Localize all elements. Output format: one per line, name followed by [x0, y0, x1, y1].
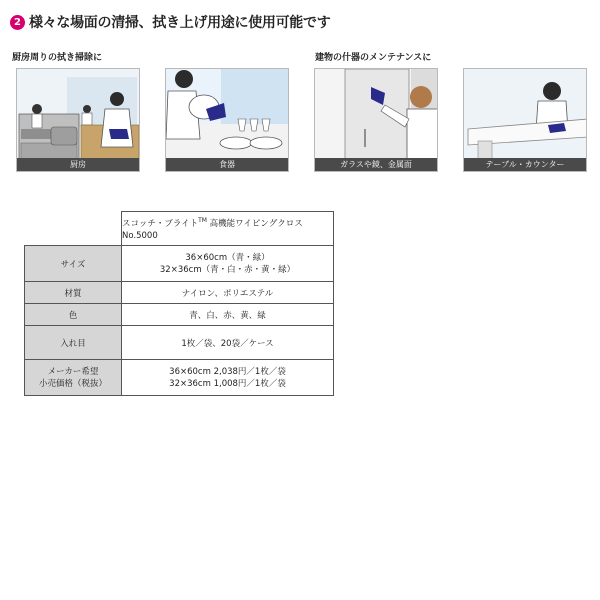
spec-value-size: [122, 246, 334, 282]
scene-table-illustration: [463, 68, 587, 172]
group-label-building: 建物の什器のメンテナンスに: [315, 53, 432, 63]
section-number-badge: 2: [10, 15, 25, 30]
spec-label-color: 色: [25, 304, 122, 326]
spec-label-material: 材質: [25, 282, 122, 304]
product-number: No.5000: [122, 230, 158, 241]
spec-value-material: ナイロン、ポリエステル: [122, 282, 334, 304]
dishes-illustration-art: [166, 69, 289, 172]
scene-caption-dishes: 食器: [166, 158, 288, 171]
price-label-line-1: メーカー希望: [47, 366, 99, 377]
section-heading: [10, 12, 330, 32]
spec-value-quantity: 1枚／袋、20袋／ケース: [122, 326, 334, 360]
scene-dishes-illustration: [165, 68, 289, 172]
price-value-2: 32×36cm 1,008円／1枚／袋: [169, 378, 286, 389]
product-name: スコッチ・ブライト: [122, 218, 199, 229]
scene-caption-kitchen: 厨房: [17, 158, 139, 171]
product-name-rest: 高機能ワイピングクロス: [206, 218, 303, 229]
price-value-1: 36×60cm 2,038円／1枚／袋: [169, 366, 286, 377]
spec-row-material: [25, 282, 334, 304]
kitchen-illustration-art: [17, 69, 140, 172]
spec-row-price: [25, 360, 334, 396]
section-title: 様々な場面の清掃、拭き上げ用途に使用可能です: [29, 15, 331, 31]
glass-illustration-art: [315, 69, 438, 172]
scene-kitchen-illustration: [16, 68, 140, 172]
spec-label-quantity: 入れ目: [25, 326, 122, 360]
size-value-2: 32×36cm（青・白・赤・黄・緑）: [159, 264, 296, 275]
spec-label-price: [25, 360, 122, 396]
group-label-kitchen: 厨房周りの拭き掃除に: [12, 53, 103, 63]
spec-table-header-row: [25, 212, 334, 246]
spec-row-color: [25, 304, 334, 326]
spec-row-quantity: [25, 326, 334, 360]
scene-caption-glass: ガラスや鏡、金属面: [315, 158, 437, 171]
spec-value-color: 青、白、赤、黄、緑: [122, 304, 334, 326]
spec-table-corner: [25, 212, 122, 246]
spec-value-price: [122, 360, 334, 396]
size-value-1: 36×60cm（青・緑）: [185, 252, 270, 263]
price-label-line-2: 小売価格（税抜）: [38, 378, 107, 389]
trademark-mark: TM: [198, 217, 207, 225]
spec-label-size: サイズ: [25, 246, 122, 282]
scene-glass-illustration: [314, 68, 438, 172]
table-illustration-art: [464, 69, 587, 172]
product-name-cell: [122, 212, 334, 246]
spec-table: [24, 211, 334, 396]
spec-row-size: [25, 246, 334, 282]
scene-caption-table: テーブル・カウンター: [464, 158, 586, 171]
